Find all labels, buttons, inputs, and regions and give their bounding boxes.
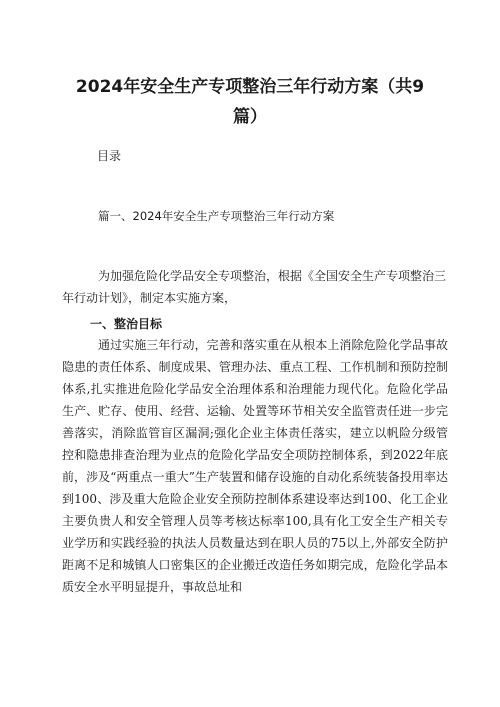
toc-label: 目录 [97, 149, 122, 163]
document-title: 2024年安全生产专项整治三年行动方案（共9篇） [75, 77, 425, 127]
section-title: 篇一、2024年安全生产专项整治三年行动方案 [98, 209, 335, 223]
heading-objectives: 一、整治目标 [90, 317, 163, 331]
intro-paragraph: 为加强危险化学品安全专项整治，根据《全国安全生产专项整治三年行动计划》，制定本实施方案， [62, 269, 447, 305]
body-paragraph: 通过实施三年行动，完善和落实重在从根本上消除危险化学品事故隐患的责任体系、制度成果、管理办法、重点工程、工作机制和预防控制体系,扎实推进危险化学品安全治理体系和治理能力现代化。危险化学品生产、贮存、使用、经营、运输、处置等环节相关安全监管责任进一步完善落实，消除监管盲区漏洞;强化企业主体责任落实，建立以帆险分级管控和隐患排查治理为业点的危险化学品安全项防控制体系，到2022年底前，涉及“两重点一重大”生产装置和储存设施的自动化系统装备投用率达到100、涉及重大危险企业安全预防控制体系建设率达到100、化工企业主要负贵人和安全管理人员等考核达标率100,具有化工安全生产相关专业学历和实践经验的执法人员数量达到在职人员的75以上,外部安全防护距离不足和城镇人口密集区的企业搬迁改造任务如期完成，危险化学品本质安全水平明显提升，事故总址和 [62, 338, 448, 594]
